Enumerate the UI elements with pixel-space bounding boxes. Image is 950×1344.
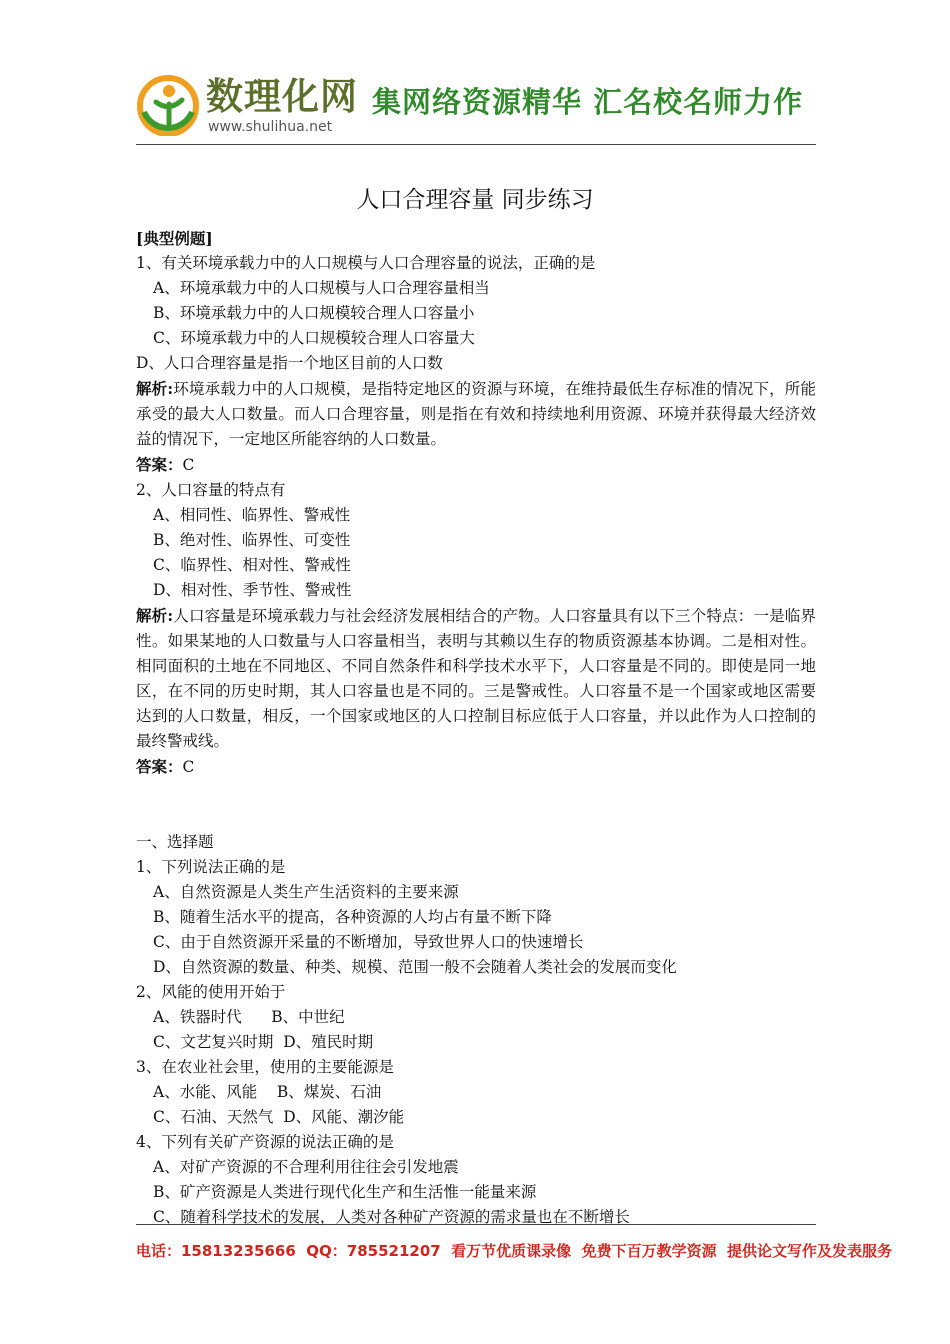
answer-label: 答案： xyxy=(136,455,183,474)
example-2-option-b: B、绝对性、临界性、可变性 xyxy=(153,531,351,549)
example-2-option-c: C、临界性、相对性、警戒性 xyxy=(153,556,351,574)
page-title: 人口合理容量 同步练习 xyxy=(356,187,594,213)
brand-name: 数理化网 xyxy=(206,75,358,118)
exercise-4-option-c: C、随着科学技术的发展，人类对各种矿产资源的需求量也在不断增长 xyxy=(153,1208,630,1226)
answer-label: 答案： xyxy=(136,757,183,776)
example-1-option-d: D、人口合理容量是指一个地区目前的人口数 xyxy=(136,354,443,372)
site-header xyxy=(136,66,816,144)
exercise-3-options-row-1: A、水能、风能 B、煤炭、石油 xyxy=(153,1083,382,1101)
analysis-label: 解析: xyxy=(136,379,174,398)
exercise-3-question: 3、在农业社会里，使用的主要能源是 xyxy=(136,1058,394,1076)
example-1-answer xyxy=(136,452,816,478)
section-heading-examples: [典型例题] xyxy=(136,229,213,248)
example-2-question: 2、人口容量的特点有 xyxy=(136,481,286,499)
exercise-1-option-d: D、自然资源的数量、种类、规模、范围一般不会随着人类社会的发展而变化 xyxy=(153,958,677,976)
exercise-2-options-row-2: C、文艺复兴时期 D、殖民时期 xyxy=(153,1033,374,1051)
footer-divider xyxy=(136,1224,816,1225)
exercise-1-option-c: C、由于自然资源开采量的不断增加，导致世界人口的快速增长 xyxy=(153,933,584,951)
answer-value: C xyxy=(182,456,195,474)
example-1-analysis xyxy=(136,376,816,452)
analysis-label: 解析: xyxy=(136,606,174,625)
example-1-option-b: B、环境承载力中的人口规模较合理人口容量小 xyxy=(153,304,475,322)
example-2-option-d: D、相对性、季节性、警戒性 xyxy=(153,581,352,599)
exercise-2-question: 2、风能的使用开始于 xyxy=(136,983,286,1001)
header-slogan: 集网络资源精华 汇名校名师力作 xyxy=(372,85,804,119)
example-2-analysis xyxy=(136,603,816,754)
brand-logo-icon xyxy=(136,72,200,136)
example-1-question: 1、有关环境承载力中的人口规模与人口合理容量的说法，正确的是 xyxy=(136,254,596,272)
exercise-4-option-a: A、对矿产资源的不合理利用往往会引发地震 xyxy=(153,1158,459,1176)
document-body xyxy=(136,226,816,1230)
footer-contact: 电话：15813235666 QQ：785521207 看万节优质课录像 免费下百万教学资源 提供论文写作及发表服务 xyxy=(136,1242,893,1260)
exercise-1-question: 1、下列说法正确的是 xyxy=(136,858,286,876)
exercise-1-option-a: A、自然资源是人类生产生活资料的主要来源 xyxy=(153,883,459,901)
exercise-2-options-row-1: A、铁器时代 B、中世纪 xyxy=(153,1008,345,1026)
analysis-text: 人口容量是环境承载力与社会经济发展相结合的产物。人口容量具有以下三个特点：一是临界性。如果某地的人口数量与人口容量相当，表明与其赖以生存的物质资源基本协调。二是相对性。相同面积的土地在不同地区、不同自然条件和科学技术水平下，人口容量是不同的。即使是同一地区，在不同的历史时期，其人口容量也是不同的。三是警戒性。人口容量不是一个国家或地区需要达到的人口数量，相反，一个国家或地区的人口控制目标应低于人口容量，并以此作为人口控制的最终警戒线。 xyxy=(136,607,816,750)
analysis-text: 环境承载力中的人口规模，是指特定地区的资源与环境，在维持最低生存标准的情况下，所能承受的最大人口数量。而人口合理容量，则是指在有效和持续地利用资源、环境并获得最大经济效益的情况下，一定地区所能容纳的人口数量。 xyxy=(136,380,816,448)
example-2-answer xyxy=(136,754,816,780)
answer-value: C xyxy=(182,758,195,776)
example-1-option-a: A、环境承载力中的人口规模与人口合理容量相当 xyxy=(153,279,490,297)
spacer xyxy=(136,780,816,830)
exercise-4-question: 4、下列有关矿产资源的说法正确的是 xyxy=(136,1133,394,1151)
section-heading-exercises: 一、选择题 xyxy=(136,833,214,851)
example-2-option-a: A、相同性、临界性、警戒性 xyxy=(153,506,351,524)
header-divider xyxy=(136,144,816,145)
exercise-1-option-b: B、随着生活水平的提高，各种资源的人均占有量不断下降 xyxy=(153,908,552,926)
example-1-option-c: C、环境承载力中的人口规模较合理人口容量大 xyxy=(153,329,475,347)
exercise-3-options-row-2: C、石油、天然气 D、风能、潮汐能 xyxy=(153,1108,405,1126)
brand-url[interactable]: www.shulihua.net xyxy=(208,119,333,135)
exercise-4-option-b: B、矿产资源是人类进行现代化生产和生活惟一能量来源 xyxy=(153,1183,537,1201)
